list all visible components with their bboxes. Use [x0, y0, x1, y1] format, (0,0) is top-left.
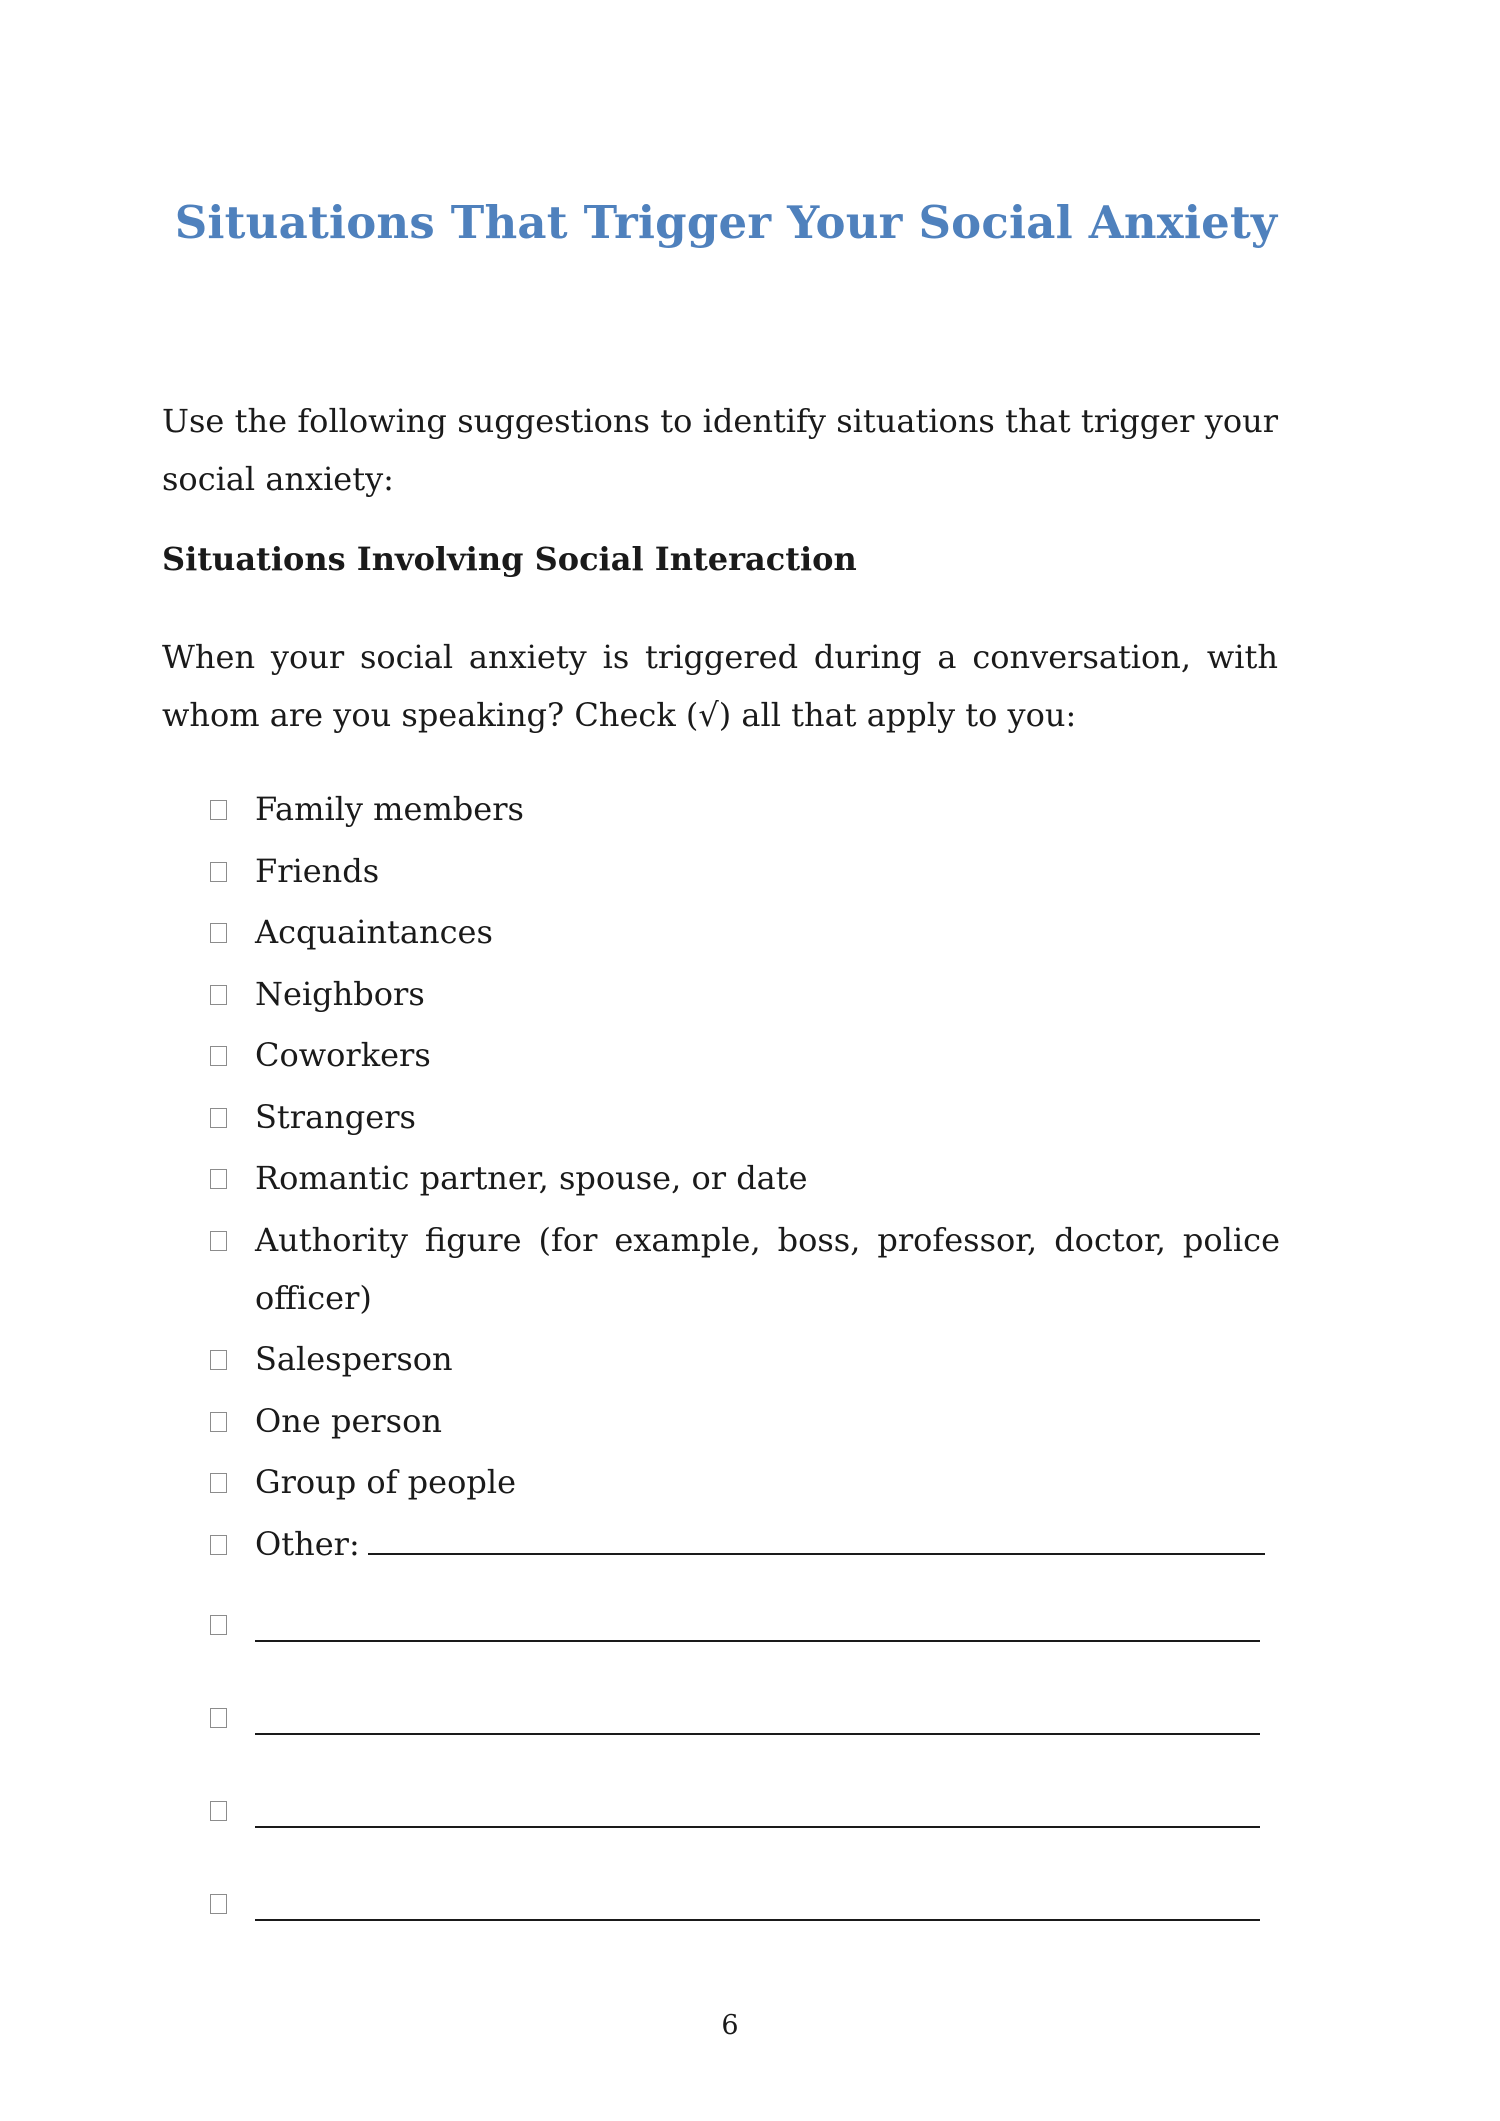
checkbox[interactable] — [210, 1615, 227, 1635]
write-in-line[interactable] — [255, 1826, 1260, 1828]
page-number: 6 — [721, 2010, 739, 2041]
checklist-item-other — [205, 1515, 1280, 1573]
page-title: Situations That Trigger Your Social Anxiety — [174, 196, 1278, 249]
checkbox[interactable] — [210, 1108, 227, 1128]
checkbox[interactable] — [210, 1350, 227, 1370]
other-write-in-line[interactable] — [368, 1517, 1265, 1555]
blank-checklist-item — [205, 1689, 1280, 1747]
checkbox[interactable] — [210, 1231, 227, 1251]
checkbox[interactable] — [210, 1412, 227, 1432]
write-in-line[interactable] — [255, 1640, 1260, 1642]
checkbox[interactable] — [210, 1473, 227, 1493]
blank-checklist-item — [205, 1875, 1280, 1933]
checklist-item — [205, 1330, 1280, 1388]
checklist-item — [205, 1088, 1280, 1146]
checklist-item-label: Romantic partner, spouse, or date — [255, 1159, 808, 1197]
checkbox[interactable] — [210, 862, 227, 882]
checklist — [205, 780, 1280, 1576]
checkbox[interactable] — [210, 1535, 227, 1555]
checklist-item-label: Family members — [255, 790, 524, 828]
checkbox[interactable] — [210, 800, 227, 820]
checklist-item-label: Acquaintances — [255, 913, 493, 951]
blank-checklist-item — [205, 1596, 1280, 1654]
section-heading: Situations Involving Social Interaction — [162, 540, 857, 578]
intro-paragraph: Use the following suggestions to identify situations that trigger your social anxiety: — [162, 402, 1278, 498]
checklist-item — [205, 1453, 1280, 1511]
write-in-line[interactable] — [255, 1733, 1260, 1735]
write-in-line[interactable] — [255, 1919, 1260, 1921]
checkbox[interactable] — [210, 985, 227, 1005]
checklist-item — [205, 1392, 1280, 1450]
checklist-item-label: Friends — [255, 851, 380, 890]
checklist-item-label: Authority figure (for example, boss, professor, doctor, police officer) — [255, 1220, 1280, 1317]
checklist-item — [205, 780, 1280, 838]
checkbox[interactable] — [210, 1894, 227, 1914]
checkbox[interactable] — [210, 923, 227, 943]
blank-checklist-item — [205, 1782, 1280, 1840]
checklist-item-label: One person — [255, 1401, 442, 1440]
checklist-item-label: Neighbors — [255, 974, 425, 1013]
blank-checklist — [205, 1596, 1280, 1968]
checklist-item — [205, 903, 1280, 961]
checkbox[interactable] — [210, 1046, 227, 1066]
checklist-item-label: Salesperson — [255, 1340, 453, 1378]
checkbox[interactable] — [210, 1708, 227, 1728]
checklist-item — [205, 1026, 1280, 1084]
checklist-item-label: Group of people — [255, 1463, 517, 1501]
checklist-item — [205, 1149, 1280, 1207]
other-label: Other: — [255, 1524, 360, 1563]
question-paragraph: When your social anxiety is triggered during a conversation, with whom are you speaking? Check (√) all that apply to you: — [162, 638, 1278, 734]
checklist-item — [205, 1211, 1280, 1327]
checkbox[interactable] — [210, 1169, 227, 1189]
checklist-item-label: Coworkers — [255, 1036, 431, 1074]
checklist-item-label: Strangers — [255, 1097, 416, 1136]
checklist-item — [205, 842, 1280, 900]
checklist-item — [205, 965, 1280, 1023]
checkbox[interactable] — [210, 1801, 227, 1821]
